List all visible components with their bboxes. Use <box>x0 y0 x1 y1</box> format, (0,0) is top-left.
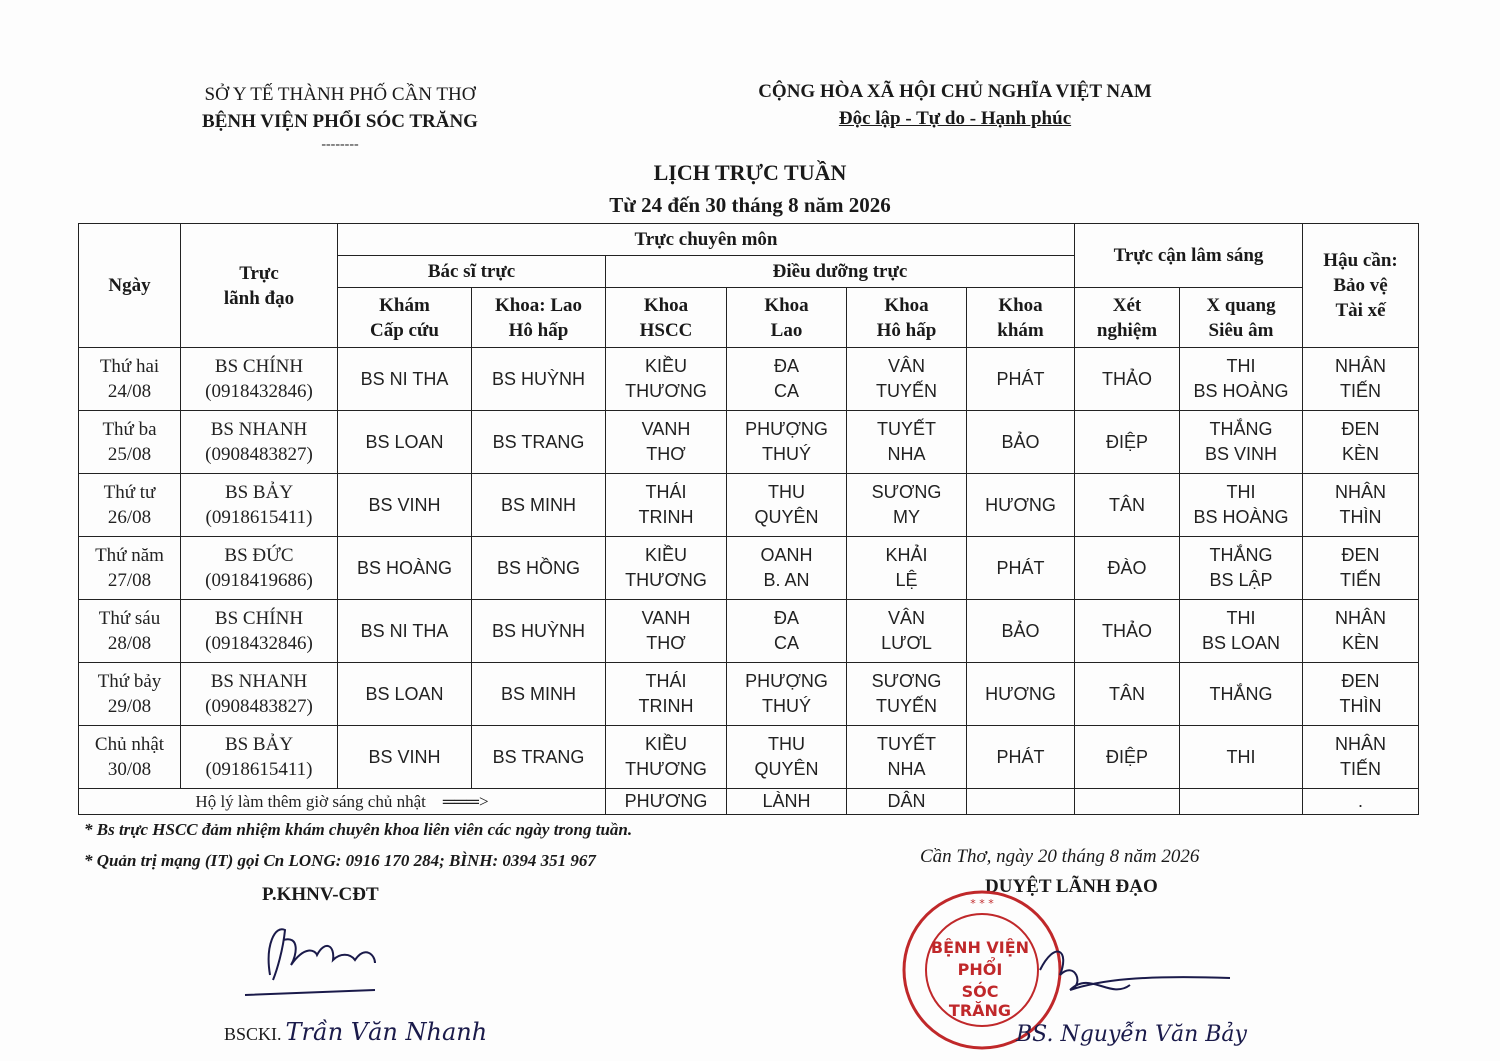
cell-lab: THẢO <box>1075 348 1180 411</box>
left-signature-image <box>225 915 405 1000</box>
cell-day: Thứ bảy 29/08 <box>79 663 181 726</box>
cell-hscc: KIỀU THƯƠNG <box>606 726 727 789</box>
cell-tb: THU QUYÊN <box>727 726 847 789</box>
cell-hscc: THÁI TRINH <box>606 474 727 537</box>
cell-resp: BS TRANG <box>472 411 606 474</box>
cell-lab: THẢO <box>1075 600 1180 663</box>
cell-resp: BS MINH <box>472 663 606 726</box>
cell-er: BS VINH <box>338 726 472 789</box>
page-title: LỊCH TRỰC TUẦN <box>653 160 847 185</box>
cell-kham: PHÁT <box>967 348 1075 411</box>
table-row <box>79 600 1419 663</box>
cell-xray: THI BS HOÀNG <box>1180 474 1303 537</box>
cell-log: NHÂN TIẾN <box>1303 726 1419 789</box>
duty-schedule-table <box>78 223 1419 815</box>
cell-lead: BS CHÍNH (0918432846) <box>181 348 338 411</box>
cell-xray: THI <box>1180 726 1303 789</box>
cell-xray: THẮNG BS LẬP <box>1180 537 1303 600</box>
cell-kham: HƯƠNG <box>967 663 1075 726</box>
cell-kham: BẢO <box>967 411 1075 474</box>
col-nurses: Điều dưỡng trực <box>606 256 1075 288</box>
cell-xray: THI BS LOAN <box>1180 600 1303 663</box>
col-hohap: Khoa Hô hấp <box>847 288 967 348</box>
sign-date: Cần Thơ, ngày 20 tháng 8 năm 2026 <box>920 846 1200 867</box>
cell-log: ĐEN TIẾN <box>1303 537 1419 600</box>
cell-lab: TÂN <box>1075 474 1180 537</box>
sunday-extra-row <box>79 789 1419 815</box>
cell-er: BS NI THA <box>338 348 472 411</box>
cell-hscc: VANH THƠ <box>606 411 727 474</box>
cell-hohap: TUYẾT NHA <box>847 411 967 474</box>
cell-resp: BS MINH <box>472 474 606 537</box>
cell-lead: BS NHANH (0908483827) <box>181 411 338 474</box>
col-kham: Khoa khám <box>967 288 1075 348</box>
cell-lead: BS ĐỨC (0918419686) <box>181 537 338 600</box>
svg-text:* * *: * * * <box>970 897 994 910</box>
cell-log: NHÂN THÌN <box>1303 474 1419 537</box>
stamp-line-2: PHỔI <box>957 960 1003 979</box>
col-doctors: Bác sĩ trực <box>338 256 606 288</box>
col-lead: Trực lãnh đạo <box>181 224 338 348</box>
hospital-name: BỆNH VIỆN PHỔI SÓC TRĂNG <box>202 111 478 132</box>
cell-hscc: THÁI TRINH <box>606 663 727 726</box>
page-subtitle: Từ 24 đến 30 tháng 8 năm 2026 <box>609 193 891 217</box>
cell-tb: THU QUYÊN <box>727 474 847 537</box>
cell-resp: BS TRANG <box>472 726 606 789</box>
cell-er: BS LOAN <box>338 663 472 726</box>
cell-lead: BS NHANH (0908483827) <box>181 663 338 726</box>
left-sign-name: BSCKI. Trần Văn Nhanh <box>224 1018 488 1046</box>
right-sign-name: BS. Nguyễn Văn Bảy <box>1016 1022 1247 1047</box>
stamp-line-3: SÓC TRĂNG <box>948 982 1012 1020</box>
table-row <box>79 726 1419 789</box>
cell-hscc: VANH THƠ <box>606 600 727 663</box>
table-row <box>79 537 1419 600</box>
cell-kham: PHÁT <box>967 537 1075 600</box>
cell-kham: BẢO <box>967 600 1075 663</box>
col-professional: Trực chuyên môn <box>338 224 1075 256</box>
cell-hohap: SƯƠNG TUYẾN <box>847 663 967 726</box>
col-tb: Khoa Lao <box>727 288 847 348</box>
note-it: * Quản trị mạng (IT) gọi Cn LONG: 0916 170 284; BÌNH: 0394 351 967 <box>84 851 596 870</box>
cell-day: Thứ sáu 28/08 <box>79 600 181 663</box>
dept-name: SỞ Y TẾ THÀNH PHỐ CẦN THƠ <box>204 84 476 105</box>
col-resp: Khoa: Lao Hô hấp <box>472 288 606 348</box>
cell-hohap: KHẢI LỆ <box>847 537 967 600</box>
stamp-line-1: BỆNH VIỆN <box>930 938 1030 957</box>
cell-kham: HƯƠNG <box>967 474 1075 537</box>
table-row <box>79 663 1419 726</box>
cell-hscc: KIỀU THƯƠNG <box>606 537 727 600</box>
col-er: Khám Cấp cứu <box>338 288 472 348</box>
cell-tb: ĐA CA <box>727 348 847 411</box>
cell-xray: THẮNG BS VINH <box>1180 411 1303 474</box>
cell-hscc: KIỀU THƯƠNG <box>606 348 727 411</box>
cell-tb: ĐA CA <box>727 600 847 663</box>
cell-lead: BS BẢY (0918615411) <box>181 474 338 537</box>
cell-day: Chủ nhật 30/08 <box>79 726 181 789</box>
cell-log: NHÂN TIẾN <box>1303 348 1419 411</box>
col-lab: Xét nghiệm <box>1075 288 1180 348</box>
right-signature-image <box>1000 930 1240 1010</box>
motto: Độc lập - Tự do - Hạnh phúc <box>838 108 1072 129</box>
cell-hohap: VÂN TUYẾN <box>847 348 967 411</box>
cell-lead: BS BẢY (0918615411) <box>181 726 338 789</box>
header-divider: -------- <box>321 137 359 152</box>
cell-er: BS VINH <box>338 474 472 537</box>
cell-lab: ĐIỆP <box>1075 726 1180 789</box>
cell-resp: BS HUỲNH <box>472 348 606 411</box>
col-day: Ngày <box>79 224 181 348</box>
cell-lab: ĐÀO <box>1075 537 1180 600</box>
table-row <box>79 348 1419 411</box>
cell-day: Thứ hai 24/08 <box>79 348 181 411</box>
cell-hohap: TUYẾT NHA <box>847 726 967 789</box>
col-xray: X quang Siêu âm <box>1180 288 1303 348</box>
cell-day: Thứ tư 26/08 <box>79 474 181 537</box>
cell-resp: BS HUỲNH <box>472 600 606 663</box>
cell-hohap: VÂN LƯƠL <box>847 600 967 663</box>
cell-resp: BS HỒNG <box>472 537 606 600</box>
sunday-extra-label: Hộ lý làm thêm giờ sáng chủ nhật ═══> <box>79 789 606 815</box>
cell-hohap: SƯƠNG MY <box>847 474 967 537</box>
cell-lab: TÂN <box>1075 663 1180 726</box>
cell-day: Thứ ba 25/08 <box>79 411 181 474</box>
cell-kham: PHÁT <box>967 726 1075 789</box>
sunday-log: . <box>1303 789 1419 815</box>
cell-day: Thứ năm 27/08 <box>79 537 181 600</box>
approval-title: DUYỆT LÃNH ĐẠO <box>985 876 1158 897</box>
cell-xray: THI BS HOÀNG <box>1180 348 1303 411</box>
cell-log: NHÂN KÈN <box>1303 600 1419 663</box>
left-sign-unit: P.KHNV-CĐT <box>262 884 379 905</box>
col-logistics: Hậu cần: Bảo vệ Tài xế <box>1303 224 1419 348</box>
republic-name: CỘNG HÒA XÃ HỘI CHỦ NGHĨA VIỆT NAM <box>758 81 1152 102</box>
cell-log: ĐEN KÈN <box>1303 411 1419 474</box>
cell-lab: ĐIỆP <box>1075 411 1180 474</box>
col-hscc: Khoa HSCC <box>606 288 727 348</box>
note-hscc: * Bs trực HSCC đảm nhiệm khám chuyên khoa liên viên các ngày trong tuần. <box>84 820 633 839</box>
cell-tb: OANH B. AN <box>727 537 847 600</box>
cell-tb: PHƯỢNG THUÝ <box>727 411 847 474</box>
sunday-hscc: PHƯƠNG <box>606 789 727 815</box>
cell-tb: PHƯỢNG THUÝ <box>727 663 847 726</box>
cell-er: BS HOÀNG <box>338 537 472 600</box>
cell-lead: BS CHÍNH (0918432846) <box>181 600 338 663</box>
col-paraclinical: Trực cận lâm sáng <box>1075 224 1303 288</box>
cell-log: ĐEN THÌN <box>1303 663 1419 726</box>
table-row <box>79 411 1419 474</box>
table-row <box>79 474 1419 537</box>
cell-xray: THẮNG <box>1180 663 1303 726</box>
sunday-hohap: DÂN <box>847 789 967 815</box>
cell-er: BS NI THA <box>338 600 472 663</box>
sunday-tb: LÀNH <box>727 789 847 815</box>
cell-er: BS LOAN <box>338 411 472 474</box>
